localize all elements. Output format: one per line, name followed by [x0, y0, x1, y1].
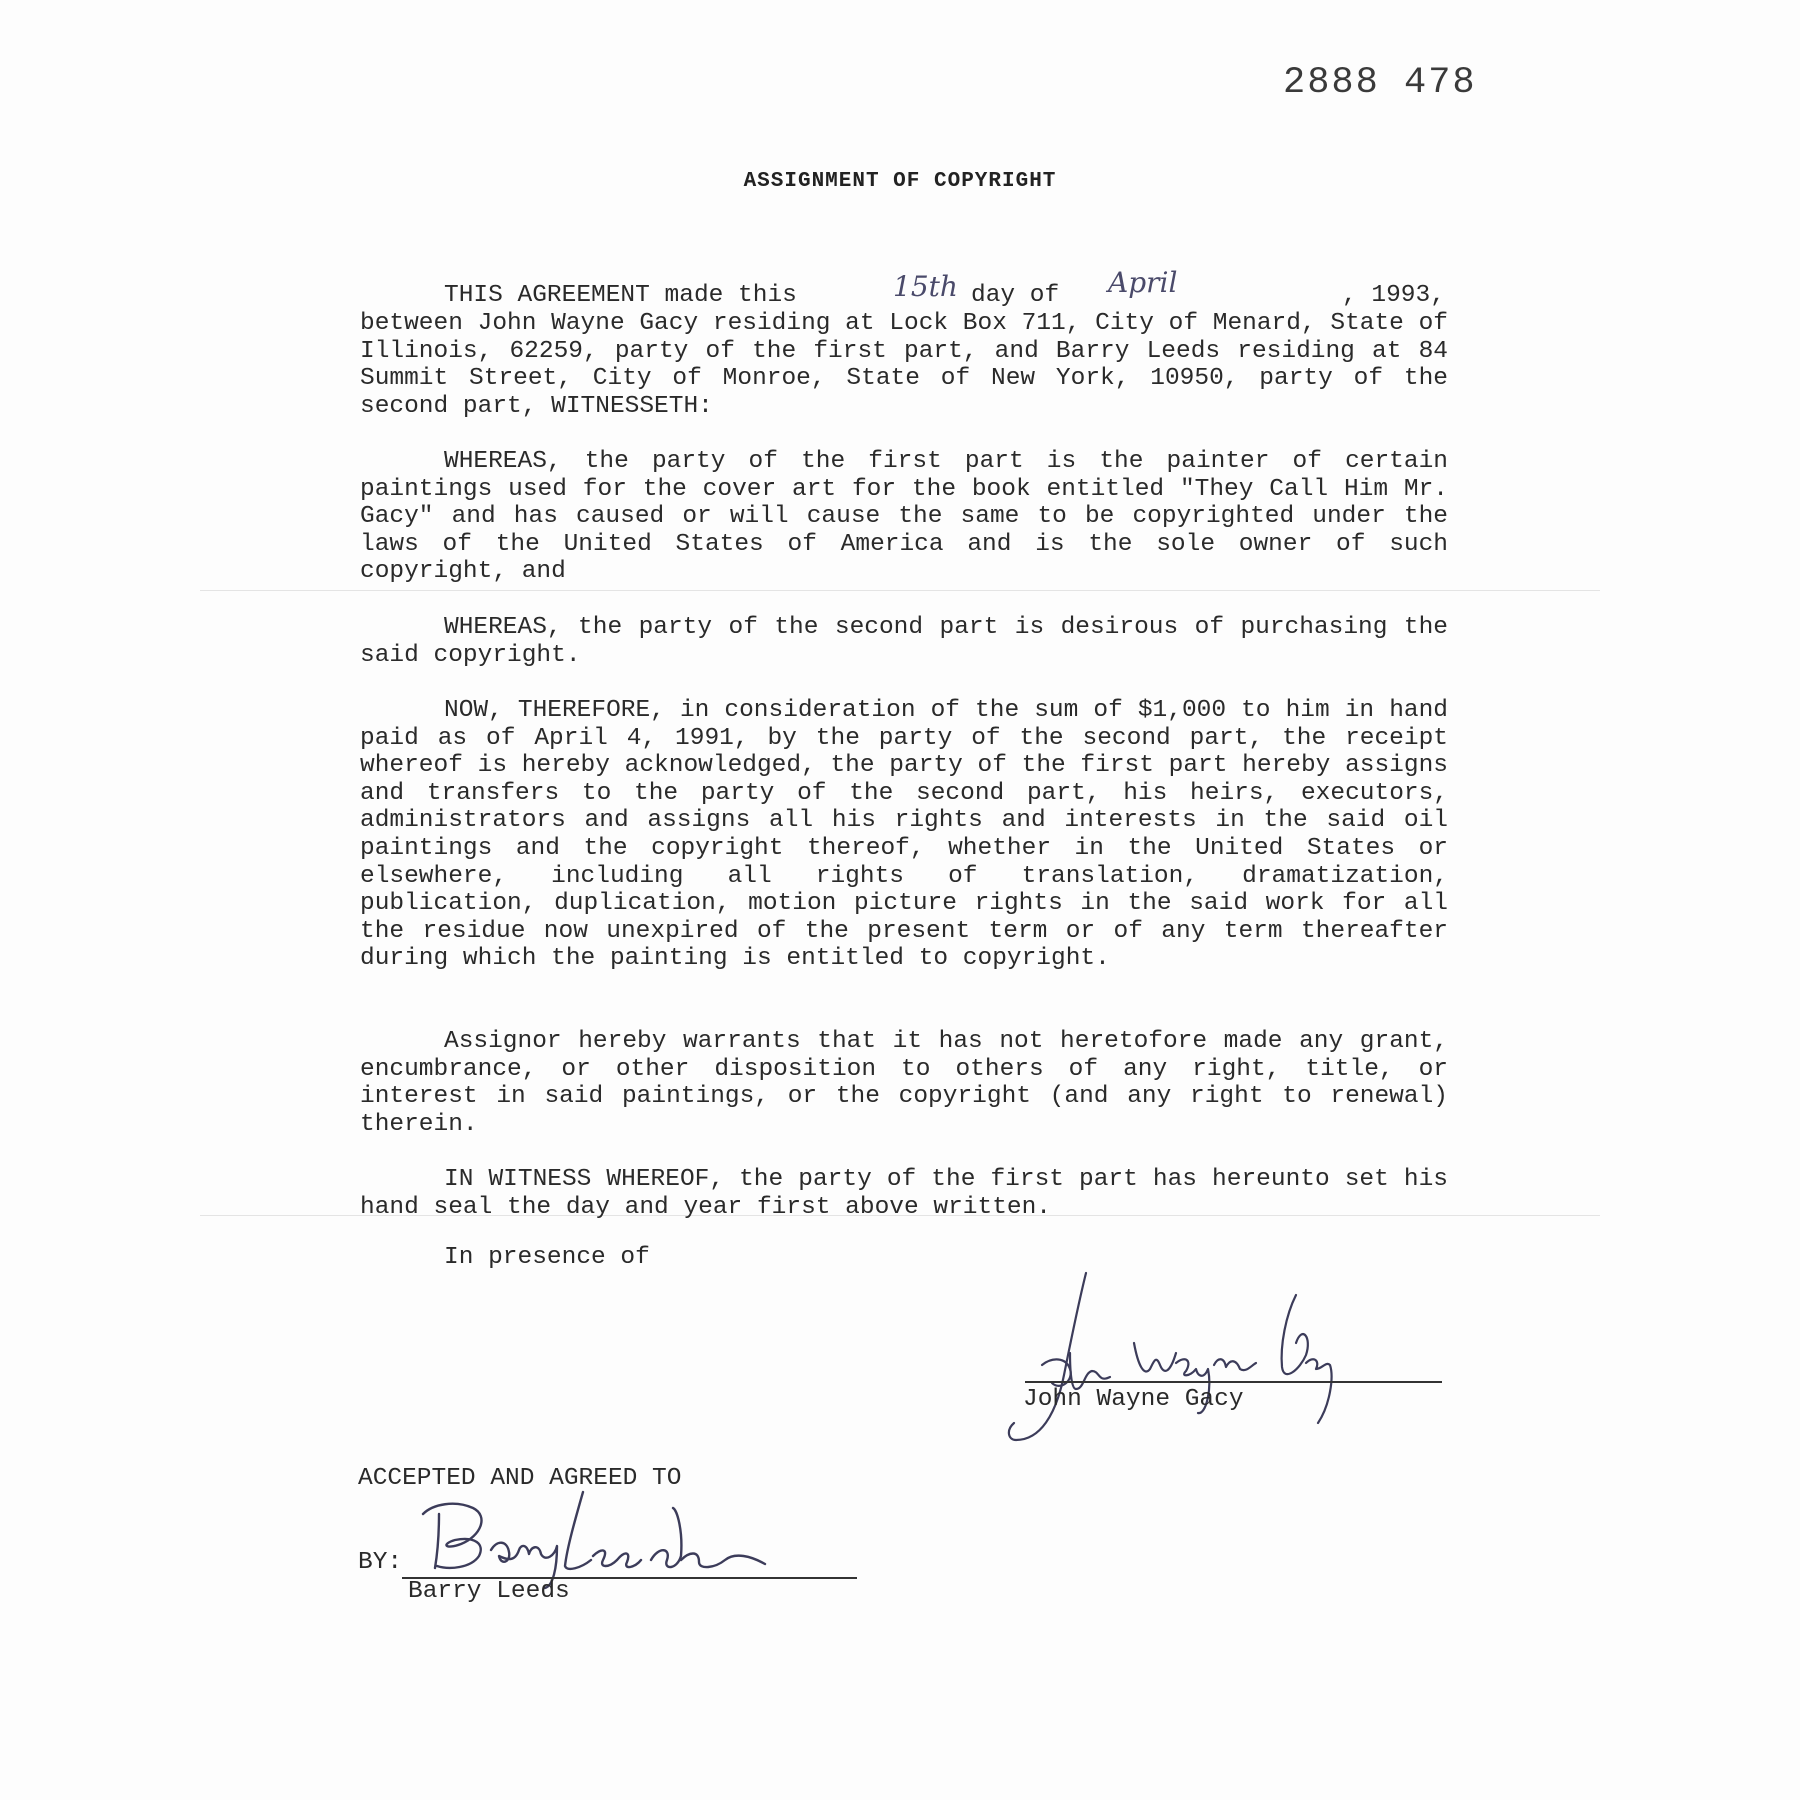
acceptance-label: ACCEPTED AND AGREED TO	[358, 1465, 682, 1492]
by-label: BY:	[358, 1549, 403, 1576]
document-number: 2888 478	[1283, 62, 1477, 104]
warranty-paragraph	[360, 1028, 1448, 1138]
whereas-paragraph-1	[360, 448, 1448, 586]
signature-line-gacy	[1025, 1381, 1442, 1383]
paragraph-text: WHEREAS, the party of the second part is desirous of purchasing the said copyright.	[360, 614, 1448, 669]
intro-year: , 1993,	[1342, 282, 1445, 309]
handwritten-day: 15th	[893, 270, 958, 303]
signatory-name-gacy: John Wayne Gacy	[1023, 1386, 1244, 1413]
document-title: ASSIGNMENT OF COPYRIGHT	[743, 170, 1057, 193]
handwritten-month: April	[1108, 266, 1178, 299]
paragraph-text: IN WITNESS WHEREOF, the party of the first part has hereunto set his hand seal the day and year first above written.	[360, 1166, 1448, 1221]
scan-streak	[200, 590, 1600, 591]
intro-part1: THIS AGREEMENT made this	[444, 282, 797, 309]
paragraph-text: NOW, THEREFORE, in consideration of the sum of $1,000 to him in hand paid as of April 4, 1991, by the party of the second part, the receipt whereof is hereby acknowledged, the party of the first part hereby assigns and transfers to the party of the second part, his heirs, executors, administrators and assigns all his rights and interests in the said oil paintings and the copyright thereof, whether in the United States or elsewhere, including all rights of translation, dramatization, publication, duplication, motion picture rights in the said work for all the residue now unexpired of the present term or of any term thereafter during which the painting is entitled to copyright.	[360, 697, 1448, 973]
intro-part2: day of	[971, 282, 1060, 309]
now-therefore-paragraph	[360, 697, 1448, 973]
paragraph-text: Assignor hereby warrants that it has not heretofore made any grant, encumbrance, or other disposition to others of any right, title, or interest in said paintings, or the copyright (and any right to renewal) therein.	[360, 1028, 1448, 1138]
paragraph-text: WHEREAS, the party of the first part is the painter of certain paintings used for the cover art for the book entitled "They Call Him Mr. Gacy" and has caused or will cause the same to be copyrighted under the laws of the United States of America and is the sole owner of such copyright, and	[360, 448, 1448, 586]
intro-paragraph: between John Wayne Gacy residing at Lock Box 711, City of Menard, State of Illinois, 62259, party of the first part, and Barry Leeds residing at 84 Summit Street, City of Monroe, State of New York, 10950, party of the second part, WITNESSETH:	[360, 310, 1448, 420]
whereas-paragraph-2	[360, 614, 1448, 669]
presence-label: In presence of	[444, 1244, 650, 1271]
signature-john-wayne-gacy	[1000, 1265, 1360, 1455]
signatory-name-leeds: Barry Leeds	[408, 1578, 570, 1605]
witness-paragraph	[360, 1166, 1448, 1221]
